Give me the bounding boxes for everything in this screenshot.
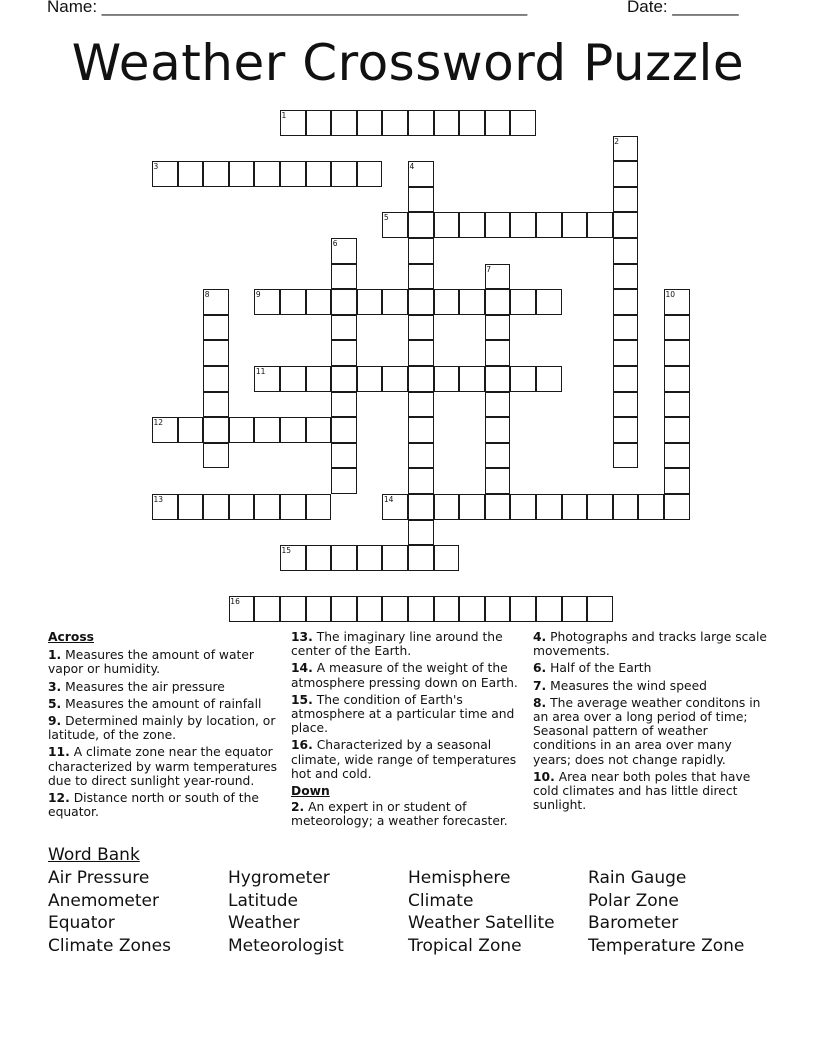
clue-item bbox=[48, 680, 284, 694]
clue-number-label: 13 bbox=[153, 495, 164, 504]
clue-text: Half of the Earth bbox=[546, 661, 652, 676]
clue-text: Characterized by a seasonal climate, wide range of temperatures hot and cold. bbox=[291, 738, 517, 781]
word-bank-word: Climate bbox=[408, 890, 474, 911]
grid-cell[interactable] bbox=[459, 110, 485, 136]
grid-cell[interactable] bbox=[459, 212, 485, 238]
grid-cell[interactable] bbox=[331, 468, 357, 494]
grid-cell[interactable] bbox=[434, 110, 460, 136]
grid-cell[interactable] bbox=[408, 238, 434, 264]
clue-column-2 bbox=[291, 630, 527, 832]
grid-cell[interactable] bbox=[306, 545, 332, 571]
clue-number-label: 14 bbox=[383, 495, 394, 504]
grid-cell[interactable] bbox=[331, 340, 357, 366]
clue-number: 15. bbox=[291, 692, 313, 707]
clue-item bbox=[533, 630, 773, 658]
clue-item bbox=[533, 696, 773, 767]
grid-cell[interactable] bbox=[306, 161, 332, 187]
word-bank-word: Weather bbox=[228, 913, 300, 934]
grid-cell[interactable] bbox=[254, 417, 280, 443]
grid-cell[interactable] bbox=[357, 161, 383, 187]
word-bank-word: Climate Zones bbox=[48, 935, 171, 956]
clue-number: 12. bbox=[48, 791, 70, 806]
grid-cell[interactable] bbox=[510, 366, 536, 392]
grid-cell[interactable] bbox=[434, 289, 460, 315]
word-bank-column bbox=[228, 867, 344, 957]
grid-cell[interactable] bbox=[331, 315, 357, 341]
clue-item bbox=[533, 770, 773, 813]
grid-cell[interactable] bbox=[562, 596, 588, 622]
grid-cell[interactable] bbox=[510, 494, 536, 520]
grid-cell[interactable] bbox=[357, 596, 383, 622]
grid-cell[interactable] bbox=[485, 340, 511, 366]
grid-cell[interactable] bbox=[203, 494, 229, 520]
grid-cell[interactable] bbox=[203, 392, 229, 418]
clue-number: 11. bbox=[48, 745, 70, 760]
grid-cell[interactable] bbox=[536, 596, 562, 622]
grid-cell[interactable] bbox=[408, 417, 434, 443]
clue-number: 4. bbox=[533, 630, 547, 644]
clue-number-label: 12 bbox=[153, 418, 164, 428]
grid-cell[interactable] bbox=[587, 212, 613, 238]
clue-item bbox=[48, 697, 284, 711]
clue-number: 9. bbox=[48, 714, 62, 729]
clue-item bbox=[533, 661, 773, 675]
grid-cell[interactable] bbox=[306, 110, 332, 136]
grid-cell[interactable] bbox=[434, 545, 460, 571]
grid-cell[interactable] bbox=[408, 596, 434, 622]
grid-cell[interactable] bbox=[408, 545, 434, 571]
grid-cell[interactable] bbox=[331, 417, 357, 443]
clue-text: Measures the air pressure bbox=[61, 679, 225, 694]
word-bank-word: Latitude bbox=[228, 890, 298, 911]
clue-number: 13. bbox=[291, 630, 313, 644]
grid-cell[interactable] bbox=[331, 289, 357, 315]
clue-item bbox=[291, 630, 527, 658]
grid-cell[interactable] bbox=[203, 315, 229, 341]
grid-cell[interactable] bbox=[382, 110, 408, 136]
clue-text: An expert in or student of meteorology; a weather forecaster. bbox=[291, 800, 508, 829]
word-bank-word: Barometer bbox=[588, 913, 679, 934]
grid-cell[interactable] bbox=[408, 520, 434, 546]
grid-cell[interactable] bbox=[434, 596, 460, 622]
grid-cell[interactable] bbox=[203, 366, 229, 392]
grid-cell[interactable] bbox=[485, 417, 511, 443]
grid-cell[interactable] bbox=[664, 417, 690, 443]
grid-cell[interactable] bbox=[562, 212, 588, 238]
grid-cell[interactable] bbox=[382, 366, 408, 392]
grid-cell[interactable] bbox=[331, 161, 357, 187]
grid-cell[interactable] bbox=[485, 443, 511, 469]
clue-item bbox=[291, 693, 527, 736]
clue-number-label: 3 bbox=[153, 162, 159, 172]
grid-cell[interactable] bbox=[613, 392, 639, 418]
grid-cell[interactable] bbox=[408, 392, 434, 418]
grid-cell[interactable] bbox=[331, 443, 357, 469]
grid-cell[interactable] bbox=[562, 494, 588, 520]
clue-number: 14. bbox=[291, 661, 313, 676]
grid-cell[interactable] bbox=[510, 596, 536, 622]
grid-cell[interactable] bbox=[306, 417, 332, 443]
grid-cell[interactable] bbox=[331, 596, 357, 622]
grid-cell[interactable] bbox=[459, 596, 485, 622]
clue-item bbox=[291, 661, 527, 689]
clue-text: The average weather conditons in an area over a long period of time; Seasonal pattern of weather conditions in an area over many years; does not change rapidly. bbox=[533, 695, 761, 767]
clue-number-label: 10 bbox=[665, 290, 676, 300]
grid-cell[interactable] bbox=[485, 289, 511, 315]
grid-cell[interactable] bbox=[178, 417, 204, 443]
grid-cell[interactable] bbox=[434, 212, 460, 238]
grid-cell[interactable] bbox=[408, 187, 434, 213]
clue-number-label: 7 bbox=[486, 264, 492, 274]
word-bank-word: Temperature Zone bbox=[588, 935, 745, 956]
grid-cell[interactable] bbox=[613, 289, 639, 315]
grid-cell[interactable] bbox=[459, 289, 485, 315]
grid-cell[interactable] bbox=[331, 545, 357, 571]
grid-cell[interactable] bbox=[203, 161, 229, 187]
grid-cell[interactable] bbox=[280, 596, 306, 622]
grid-cell[interactable] bbox=[254, 494, 280, 520]
clue-number: 3. bbox=[48, 679, 62, 694]
grid-cell[interactable] bbox=[536, 212, 562, 238]
word-bank-column bbox=[408, 867, 555, 957]
grid-cell[interactable] bbox=[229, 417, 255, 443]
word-bank-word: Rain Gauge bbox=[588, 868, 687, 888]
grid-cell[interactable] bbox=[280, 161, 306, 187]
grid-cell[interactable] bbox=[613, 417, 639, 443]
word-bank-word: Hygrometer bbox=[228, 868, 330, 888]
grid-cell[interactable] bbox=[408, 468, 434, 494]
clue-number: 1. bbox=[48, 648, 62, 663]
grid-cell[interactable] bbox=[331, 110, 357, 136]
grid-cell[interactable] bbox=[331, 392, 357, 418]
grid-cell[interactable] bbox=[408, 110, 434, 136]
clue-number: 16. bbox=[291, 738, 313, 753]
page-title: Weather Crossword Puzzle bbox=[71, 34, 745, 92]
word-bank-word: Meteorologist bbox=[228, 935, 344, 956]
clue-number-label: 2 bbox=[614, 136, 620, 146]
clue-number: 7. bbox=[533, 678, 547, 693]
clue-number-label: 16 bbox=[230, 597, 240, 607]
grid-cell[interactable] bbox=[203, 417, 229, 443]
date-line: Date: _______ bbox=[627, 0, 739, 16]
clue-column-1 bbox=[48, 630, 284, 822]
grid-cell[interactable] bbox=[613, 315, 639, 341]
grid-cell[interactable] bbox=[280, 494, 306, 520]
clue-text: Measures the amount of rainfall bbox=[61, 696, 262, 711]
clue-item bbox=[291, 800, 527, 828]
clue-number-label: 4 bbox=[409, 162, 415, 172]
clue-item bbox=[533, 679, 773, 693]
grid-cell[interactable] bbox=[485, 366, 511, 392]
clue-text: Measures the amount of water vapor or humidity. bbox=[48, 648, 254, 677]
clue-number-label: 11 bbox=[255, 367, 266, 376]
word-bank-word: Anemometer bbox=[48, 890, 159, 911]
grid-cell[interactable] bbox=[613, 238, 639, 264]
clue-number-label: 1 bbox=[281, 111, 287, 120]
grid-cell[interactable] bbox=[408, 212, 434, 238]
clue-number-label: 15 bbox=[281, 546, 292, 556]
grid-cell[interactable] bbox=[485, 596, 511, 622]
grid-cell[interactable] bbox=[280, 417, 306, 443]
grid-cell[interactable] bbox=[331, 264, 357, 290]
clue-text: Determined mainly by location, or latitude, of the zone. bbox=[48, 714, 276, 743]
grid-cell[interactable] bbox=[357, 110, 383, 136]
clue-text: A climate zone near the equator characterized by warm temperatures due to direct sunlight year-round. bbox=[48, 745, 278, 788]
grid-cell[interactable] bbox=[203, 443, 229, 469]
clue-text: Area near both poles that have cold climates and has little direct sunlight. bbox=[533, 769, 751, 813]
name-line: Name: _____________________________________________ bbox=[47, 0, 528, 16]
clue-number-label: 6 bbox=[332, 239, 338, 248]
word-bank-word: Weather Satellite bbox=[408, 913, 555, 934]
clue-item bbox=[291, 738, 527, 781]
clue-item bbox=[48, 745, 284, 788]
grid-cell[interactable] bbox=[485, 468, 511, 494]
grid-cell[interactable] bbox=[306, 289, 332, 315]
grid-cell[interactable] bbox=[536, 366, 562, 392]
grid-cell[interactable] bbox=[587, 494, 613, 520]
grid-cell[interactable] bbox=[613, 340, 639, 366]
grid-cell[interactable] bbox=[613, 187, 639, 213]
clue-number-label: 9 bbox=[255, 290, 261, 300]
grid-cell[interactable] bbox=[613, 264, 639, 290]
grid-cell[interactable] bbox=[664, 392, 690, 418]
grid-cell[interactable] bbox=[664, 366, 690, 392]
clue-text: Distance north or south of the equator. bbox=[48, 791, 259, 820]
clue-text: A measure of the weight of the atmosphere pressing down on Earth. bbox=[291, 661, 518, 690]
clue-number-label: 8 bbox=[204, 290, 210, 300]
clue-column-3 bbox=[533, 630, 773, 815]
word-bank-word: Air Pressure bbox=[48, 868, 150, 888]
grid-cell[interactable] bbox=[203, 340, 229, 366]
word-bank-word: Equator bbox=[48, 913, 115, 934]
grid-cell[interactable] bbox=[664, 340, 690, 366]
grid-cell[interactable] bbox=[536, 289, 562, 315]
word-bank-title: Word Bank bbox=[48, 845, 140, 865]
clue-text: Measures the wind speed bbox=[546, 678, 707, 693]
grid-cell[interactable] bbox=[254, 596, 280, 622]
grid-cell[interactable] bbox=[331, 366, 357, 392]
grid-cell[interactable] bbox=[485, 392, 511, 418]
grid-cell[interactable] bbox=[178, 494, 204, 520]
grid-cell[interactable] bbox=[664, 443, 690, 469]
grid-cell[interactable] bbox=[408, 289, 434, 315]
clue-number-label: 5 bbox=[383, 213, 389, 223]
grid-cell[interactable] bbox=[408, 340, 434, 366]
grid-cell[interactable] bbox=[382, 545, 408, 571]
grid-cell[interactable] bbox=[382, 289, 408, 315]
grid-cell[interactable] bbox=[306, 494, 332, 520]
word-bank-column bbox=[48, 867, 171, 957]
grid-cell[interactable] bbox=[613, 212, 639, 238]
across-heading: Across bbox=[48, 630, 94, 644]
grid-cell[interactable] bbox=[306, 596, 332, 622]
word-bank-word: Tropical Zone bbox=[408, 935, 522, 956]
grid-cell[interactable] bbox=[357, 366, 383, 392]
grid-cell[interactable] bbox=[485, 110, 511, 136]
grid-cell[interactable] bbox=[306, 366, 332, 392]
grid-cell[interactable] bbox=[613, 494, 639, 520]
clue-number: 5. bbox=[48, 696, 62, 711]
grid-cell[interactable] bbox=[459, 366, 485, 392]
clue-number: 2. bbox=[291, 800, 305, 815]
word-bank-word: Polar Zone bbox=[588, 890, 679, 911]
grid-cell[interactable] bbox=[664, 315, 690, 341]
grid-cell[interactable] bbox=[280, 289, 306, 315]
down-heading: Down bbox=[291, 784, 330, 799]
clue-item bbox=[48, 648, 284, 676]
grid-cell[interactable] bbox=[664, 468, 690, 494]
grid-cell[interactable] bbox=[613, 366, 639, 392]
grid-cell[interactable] bbox=[357, 545, 383, 571]
grid-cell[interactable] bbox=[408, 315, 434, 341]
grid-cell[interactable] bbox=[485, 212, 511, 238]
grid-cell[interactable] bbox=[510, 289, 536, 315]
grid-cell[interactable] bbox=[613, 443, 639, 469]
grid-cell[interactable] bbox=[408, 443, 434, 469]
grid-cell[interactable] bbox=[613, 161, 639, 187]
grid-cell[interactable] bbox=[408, 494, 434, 520]
clue-text: The condition of Earth's atmosphere at a particular time and place. bbox=[291, 692, 515, 736]
grid-cell[interactable] bbox=[382, 596, 408, 622]
grid-cell[interactable] bbox=[434, 366, 460, 392]
word-bank-column bbox=[588, 867, 744, 957]
grid-cell[interactable] bbox=[254, 161, 280, 187]
grid-cell[interactable] bbox=[587, 596, 613, 622]
grid-cell[interactable] bbox=[408, 264, 434, 290]
clue-number: 8. bbox=[533, 695, 547, 710]
clue-number: 10. bbox=[533, 769, 555, 784]
grid-cell[interactable] bbox=[638, 494, 664, 520]
grid-cell[interactable] bbox=[510, 110, 536, 136]
grid-cell[interactable] bbox=[178, 161, 204, 187]
grid-cell[interactable] bbox=[280, 366, 306, 392]
clue-text: Photographs and tracks large scale movements. bbox=[533, 630, 767, 659]
grid-cell[interactable] bbox=[459, 494, 485, 520]
grid-cell[interactable] bbox=[434, 494, 460, 520]
grid-cell[interactable] bbox=[510, 212, 536, 238]
grid-cell[interactable] bbox=[357, 289, 383, 315]
clue-text: The imaginary line around the center of the Earth. bbox=[291, 630, 503, 659]
clue-item bbox=[48, 791, 284, 819]
grid-cell[interactable] bbox=[229, 494, 255, 520]
grid-cell[interactable] bbox=[664, 494, 690, 520]
clue-number: 6. bbox=[533, 661, 547, 676]
word-bank-word: Hemisphere bbox=[408, 868, 511, 888]
grid-cell[interactable] bbox=[485, 494, 511, 520]
grid-cell[interactable] bbox=[408, 366, 434, 392]
grid-cell[interactable] bbox=[536, 494, 562, 520]
grid-cell[interactable] bbox=[485, 315, 511, 341]
grid-cell[interactable] bbox=[229, 161, 255, 187]
clue-item bbox=[48, 714, 284, 742]
